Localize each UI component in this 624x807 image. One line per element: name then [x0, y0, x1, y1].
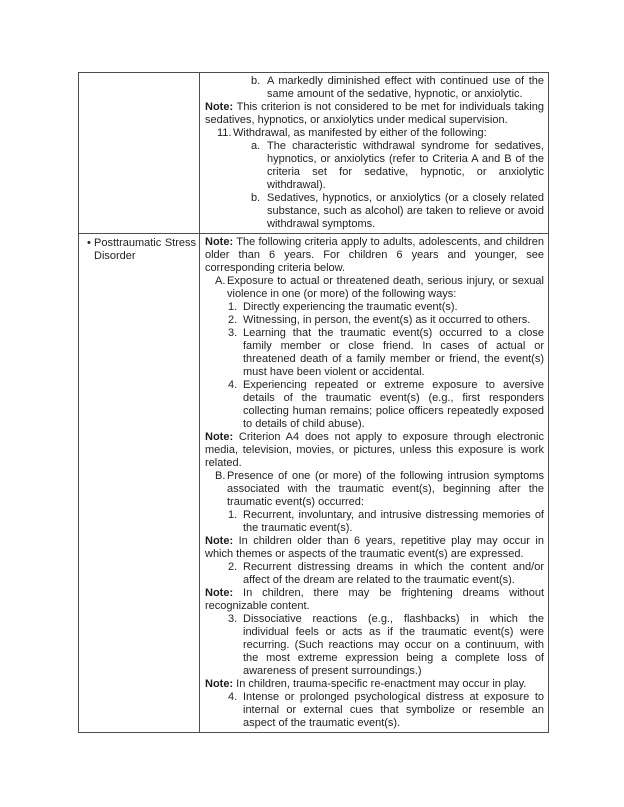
- list-marker: B.: [215, 470, 226, 482]
- note-text: In children, there may be frightening dreams without recognizable content.: [205, 587, 545, 612]
- criterion-text: Dissociative reactions (e.g., flashbacks) in which the individual feels or acts as if the traumatic event(s) were recurring. (Such reactions may occur on a continuum, with the most extreme expression being a complete loss of awareness of present surroundings.): [243, 613, 544, 677]
- criterion-text: Learning that the traumatic event(s) occurred to a close family member or close friend. In cases of actual or threatened death of a family member or friend, the event(s) must have been violent or accidental.: [243, 327, 544, 378]
- note-text: The following criteria apply to adults, adolescents, and children older than 6 years. For children 6 years and younger, see corresponding criteria below.: [205, 236, 545, 274]
- note-text: In children, trauma-specific re-enactment may occur in play.: [236, 678, 527, 690]
- list-marker: 1.: [228, 509, 238, 521]
- criteria-cell: [200, 73, 549, 234]
- note-paragraph: [205, 587, 544, 613]
- criterion-item: [205, 314, 544, 327]
- criterion-text: A markedly diminished effect with continued use of the same amount of the sedative, hypnotic, or anxiolytic.: [267, 75, 544, 100]
- note-paragraph: [205, 678, 544, 691]
- criterion-item: [205, 127, 544, 140]
- criterion-item: [205, 379, 544, 431]
- disorder-name: Posttraumatic Stress Disorder: [94, 237, 196, 262]
- criterion-item: [205, 470, 544, 509]
- criterion-item: [205, 613, 544, 678]
- criterion-item: [205, 140, 544, 192]
- criterion-text: Withdrawal, as manifested by either of the following:: [233, 127, 487, 139]
- note-label: Note:: [205, 431, 234, 443]
- note-label: Note:: [205, 101, 234, 113]
- criterion-item: [205, 509, 544, 535]
- criterion-text: Witnessing, in person, the event(s) as it occurred to others.: [243, 314, 531, 326]
- disorder-name-cell: [79, 73, 200, 234]
- note-label: Note:: [205, 535, 234, 547]
- note-label: Note:: [205, 678, 234, 690]
- note-text: In children older than 6 years, repetitive play may occur in which themes or aspects of the traumatic event(s) are expressed.: [205, 535, 544, 560]
- list-marker: 3.: [228, 327, 238, 339]
- note-text: This criterion is not considered to be met for individuals taking sedatives, hypnotics, or anxiolytics under medical supervision.: [205, 101, 544, 126]
- list-marker: 4.: [228, 379, 238, 391]
- note-paragraph: [205, 236, 544, 275]
- table-row: [79, 73, 549, 234]
- criterion-item: [205, 192, 544, 231]
- criterion-item: [205, 691, 544, 730]
- note-text: Criterion A4 does not apply to exposure through electronic media, television, movies, or pictures, unless this exposure is work related.: [205, 431, 544, 469]
- list-marker: 2.: [228, 314, 238, 326]
- criterion-text: Intense or prolonged psychological distress at exposure to internal or external cues that symbolize or resemble an aspect of the traumatic event(s).: [243, 691, 544, 729]
- criterion-item: [205, 275, 544, 301]
- list-marker: b.: [251, 75, 261, 87]
- criterion-text: Directly experiencing the traumatic event(s).: [243, 301, 458, 313]
- note-paragraph: [205, 535, 544, 561]
- criteria-cell: [200, 234, 549, 733]
- list-marker: 4.: [228, 691, 238, 703]
- list-marker: 2.: [228, 561, 238, 573]
- note-paragraph: [205, 431, 544, 470]
- criterion-text: Sedatives, hypnotics, or anxiolytics (or a closely related substance, such as alcohol) are taken to relieve or avoid withdrawal symptoms.: [267, 192, 544, 230]
- list-marker: 1.: [228, 301, 238, 313]
- table-row: [79, 234, 549, 733]
- criterion-text: Recurrent distressing dreams in which the content and/or affect of the dream are related to the traumatic event(s).: [243, 561, 544, 586]
- note-label: Note:: [205, 587, 234, 599]
- criterion-text: Experiencing repeated or extreme exposure to aversive details of the traumatic event(s) (e.g., first responders collecting human remains; police officers repeatedly exposed to details of child abuse).: [243, 379, 544, 430]
- list-marker: 3.: [228, 613, 238, 625]
- bullet-icon: •: [87, 237, 91, 249]
- criterion-item: [205, 561, 544, 587]
- criterion-text: Recurrent, involuntary, and intrusive distressing memories of the traumatic event(s).: [243, 509, 544, 534]
- list-marker: a.: [251, 140, 261, 152]
- criteria-table: [78, 72, 549, 733]
- criterion-item: [205, 75, 544, 101]
- list-marker: A.: [215, 275, 226, 287]
- criterion-text: Presence of one (or more) of the following intrusion symptoms associated with the traumatic event(s), beginning after the traumatic event(s) occurred:: [227, 470, 544, 508]
- criterion-item: [205, 327, 544, 379]
- criterion-item: [205, 301, 544, 314]
- disorder-name-cell: [79, 234, 200, 733]
- criteria-table-body: [79, 73, 549, 733]
- criterion-text: The characteristic withdrawal syndrome for sedatives, hypnotics, or anxiolytics (refer to Criteria A and B of the criteria set for sedative, hypnotic, or anxiolytic withdrawal).: [267, 140, 544, 191]
- disorder-list-item: [83, 237, 196, 263]
- list-marker: b.: [251, 192, 261, 204]
- note-paragraph: [205, 101, 544, 127]
- note-label: Note:: [205, 236, 234, 248]
- list-marker: 11.: [217, 127, 232, 139]
- criterion-text: Exposure to actual or threatened death, serious injury, or sexual violence in one (or more) of the following ways:: [227, 275, 544, 300]
